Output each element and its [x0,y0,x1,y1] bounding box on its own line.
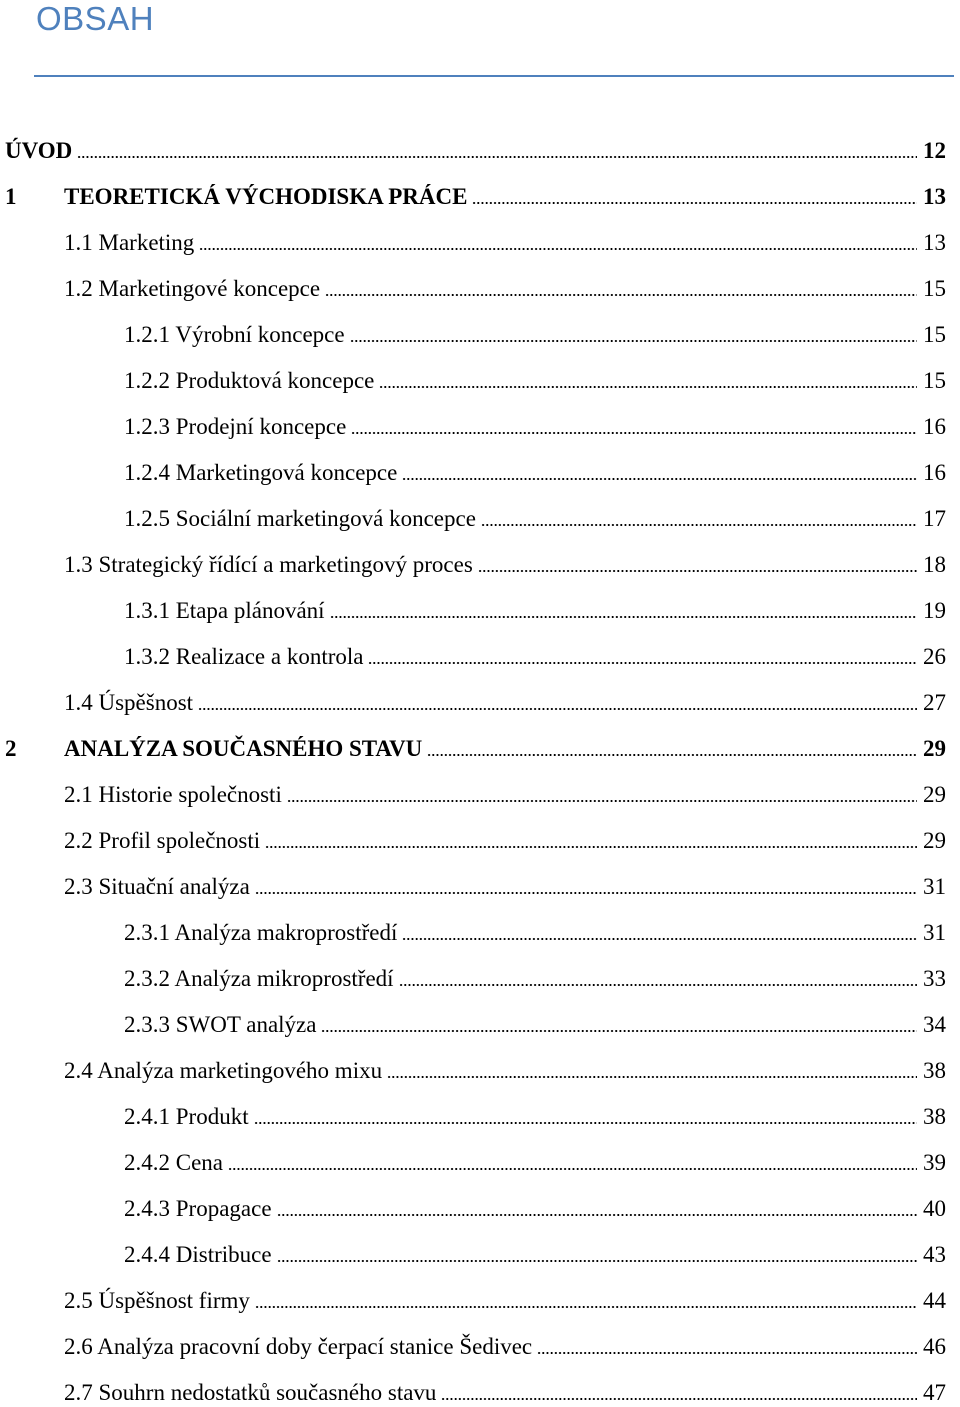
toc-dot-leader [427,753,917,757]
toc-entry-title: 2.3.3 SWOT analýza [124,1012,317,1037]
toc-dot-leader [277,1259,917,1263]
toc-entry[interactable] [5,125,946,165]
toc-entry-title: 1.1 Marketing [64,230,195,255]
toc-entry-title: 2.6 Analýza pracovní doby čerpací stanice Šedivec [64,1334,533,1359]
toc-dot-leader [402,937,917,941]
toc-entry-number: 1 [5,184,17,209]
toc-entry[interactable] [64,539,946,579]
toc-dot-leader [472,201,917,205]
toc-entry-page: 40 [923,1196,946,1221]
toc-entry[interactable] [124,309,946,349]
toc-dot-leader [198,707,917,711]
toc-dot-leader [199,247,917,251]
toc-entry-page: 19 [923,598,946,623]
toc-entry[interactable] [124,1229,946,1269]
toc-entry[interactable] [5,171,946,211]
toc-dot-leader [254,1121,917,1125]
toc-dot-leader [77,155,917,159]
toc-dot-leader [255,1305,917,1309]
toc-entry-page: 15 [923,368,946,393]
toc-dot-leader [402,477,917,481]
toc-entry-title: 1.3.2 Realizace a kontrola [124,644,364,669]
toc-entry-title: 2.4.4 Distribuce [124,1242,272,1267]
toc-entry-page: 31 [923,920,946,945]
toc-entry-page: 16 [923,460,946,485]
toc-entry[interactable] [124,493,946,533]
toc-entry-page: 34 [923,1012,946,1037]
toc-entry-title: 2.1 Historie společnosti [64,782,282,807]
toc-entry-page: 18 [923,552,946,577]
toc-entry[interactable] [124,631,946,671]
toc-entry-page: 44 [923,1288,946,1313]
toc-entry-page: 13 [923,184,946,209]
toc-dot-leader [321,1029,917,1033]
toc-entry-page: 29 [923,828,946,853]
toc-entry[interactable] [124,999,946,1039]
toc-entry[interactable] [124,1183,946,1223]
toc-entry-page: 31 [923,874,946,899]
toc-entry-page: 39 [923,1150,946,1175]
toc-entry-page: 17 [923,506,946,531]
toc-entry-page: 27 [923,690,946,715]
toc-entry-title: 1.2.3 Prodejní koncepce [124,414,347,439]
toc-entry-title: ÚVOD [5,138,73,163]
toc-entry[interactable] [64,1275,946,1315]
toc-entry-page: 29 [923,782,946,807]
toc-entry-page: 12 [923,138,946,163]
toc-entry[interactable] [124,1091,946,1131]
toc-entry-title: 1.2.4 Marketingová koncepce [124,460,398,485]
toc-dot-leader [478,569,917,573]
toc-entry-page: 15 [923,276,946,301]
toc-entry[interactable] [124,585,946,625]
toc-dot-leader [441,1397,917,1401]
toc-dot-leader [481,523,917,527]
toc-entry[interactable] [124,447,946,487]
toc-dot-leader [228,1167,917,1171]
toc-entry[interactable] [64,1045,946,1085]
toc-entry-title: 2.4 Analýza marketingového mixu [64,1058,383,1083]
toc-dot-leader [351,431,917,435]
toc-entry-page: 15 [923,322,946,347]
toc-entry-title: 1.4 Úspěšnost [64,690,194,715]
toc-entry-title: 2.3 Situační analýza [64,874,250,899]
toc-entry[interactable] [124,355,946,395]
toc-dot-leader [287,799,917,803]
toc-entry-title: 2.5 Úspěšnost firmy [64,1288,250,1313]
toc-entry-title: 1.2.1 Výrobní koncepce [124,322,345,347]
toc-entry-page: 38 [923,1058,946,1083]
toc-entry-page: 38 [923,1104,946,1129]
toc-dot-leader [387,1075,917,1079]
toc-entry-title: 1.2.2 Produktová koncepce [124,368,375,393]
toc-entry[interactable] [124,1137,946,1177]
toc-entry-title: 1.3.1 Etapa plánování [124,598,325,623]
toc-entry-page: 29 [923,736,946,761]
toc-dot-leader [537,1351,917,1355]
toc-dot-leader [330,615,917,619]
toc-entry-title: 1.2.5 Sociální marketingová koncepce [124,506,476,531]
toc-entry[interactable] [64,677,946,717]
toc-entry-page: 16 [923,414,946,439]
toc-entry[interactable] [64,263,946,303]
toc-entry[interactable] [124,953,946,993]
toc-entry-title: 2.3.1 Analýza makroprostředí [124,920,398,945]
toc-dot-leader [255,891,917,895]
heading-rule [34,75,954,77]
toc-entry-title: ANALÝZA SOUČASNÉHO STAVU [64,736,423,761]
toc-entry-page: 26 [923,644,946,669]
toc-entry-page: 33 [923,966,946,991]
toc-dot-leader [277,1213,917,1217]
toc-dot-leader [368,661,917,665]
toc-entry-page: 43 [923,1242,946,1267]
toc-entry[interactable] [64,861,946,901]
toc-entry-page: 46 [923,1334,946,1359]
toc-entry-title: 2.7 Souhrn nedostatků současného stavu [64,1380,437,1405]
toc-dot-leader [379,385,917,389]
toc-entry-title: 2.2 Profil společnosti [64,828,261,853]
toc-entry[interactable] [124,907,946,947]
toc-entry[interactable] [64,1367,946,1407]
toc-entry-number: 2 [5,736,17,761]
toc-entry[interactable] [64,769,946,809]
toc-entry-title: TEORETICKÁ VÝCHODISKA PRÁCE [64,184,468,209]
toc-dot-leader [399,983,917,987]
toc-entry-title: 2.4.1 Produkt [124,1104,249,1129]
toc-entry[interactable] [5,723,946,763]
toc-entry-title: 2.4.3 Propagace [124,1196,272,1221]
toc-entry[interactable] [64,1321,946,1361]
toc-entry[interactable] [124,401,946,441]
toc-dot-leader [265,845,917,849]
toc-entry-title: 1.2 Marketingové koncepce [64,276,321,301]
toc-entry-title: 1.3 Strategický řídící a marketingový proces [64,552,473,577]
toc-entry-page: 47 [923,1380,946,1405]
toc-entry[interactable] [64,217,946,257]
page-title: OBSAH [36,0,155,37]
toc-dot-leader [350,339,917,343]
toc-entry-page: 13 [923,230,946,255]
toc-dot-leader [325,293,917,297]
toc-entry-title: 2.4.2 Cena [124,1150,224,1175]
toc-entry[interactable] [64,815,946,855]
toc-entry-title: 2.3.2 Analýza mikroprostředí [124,966,394,991]
